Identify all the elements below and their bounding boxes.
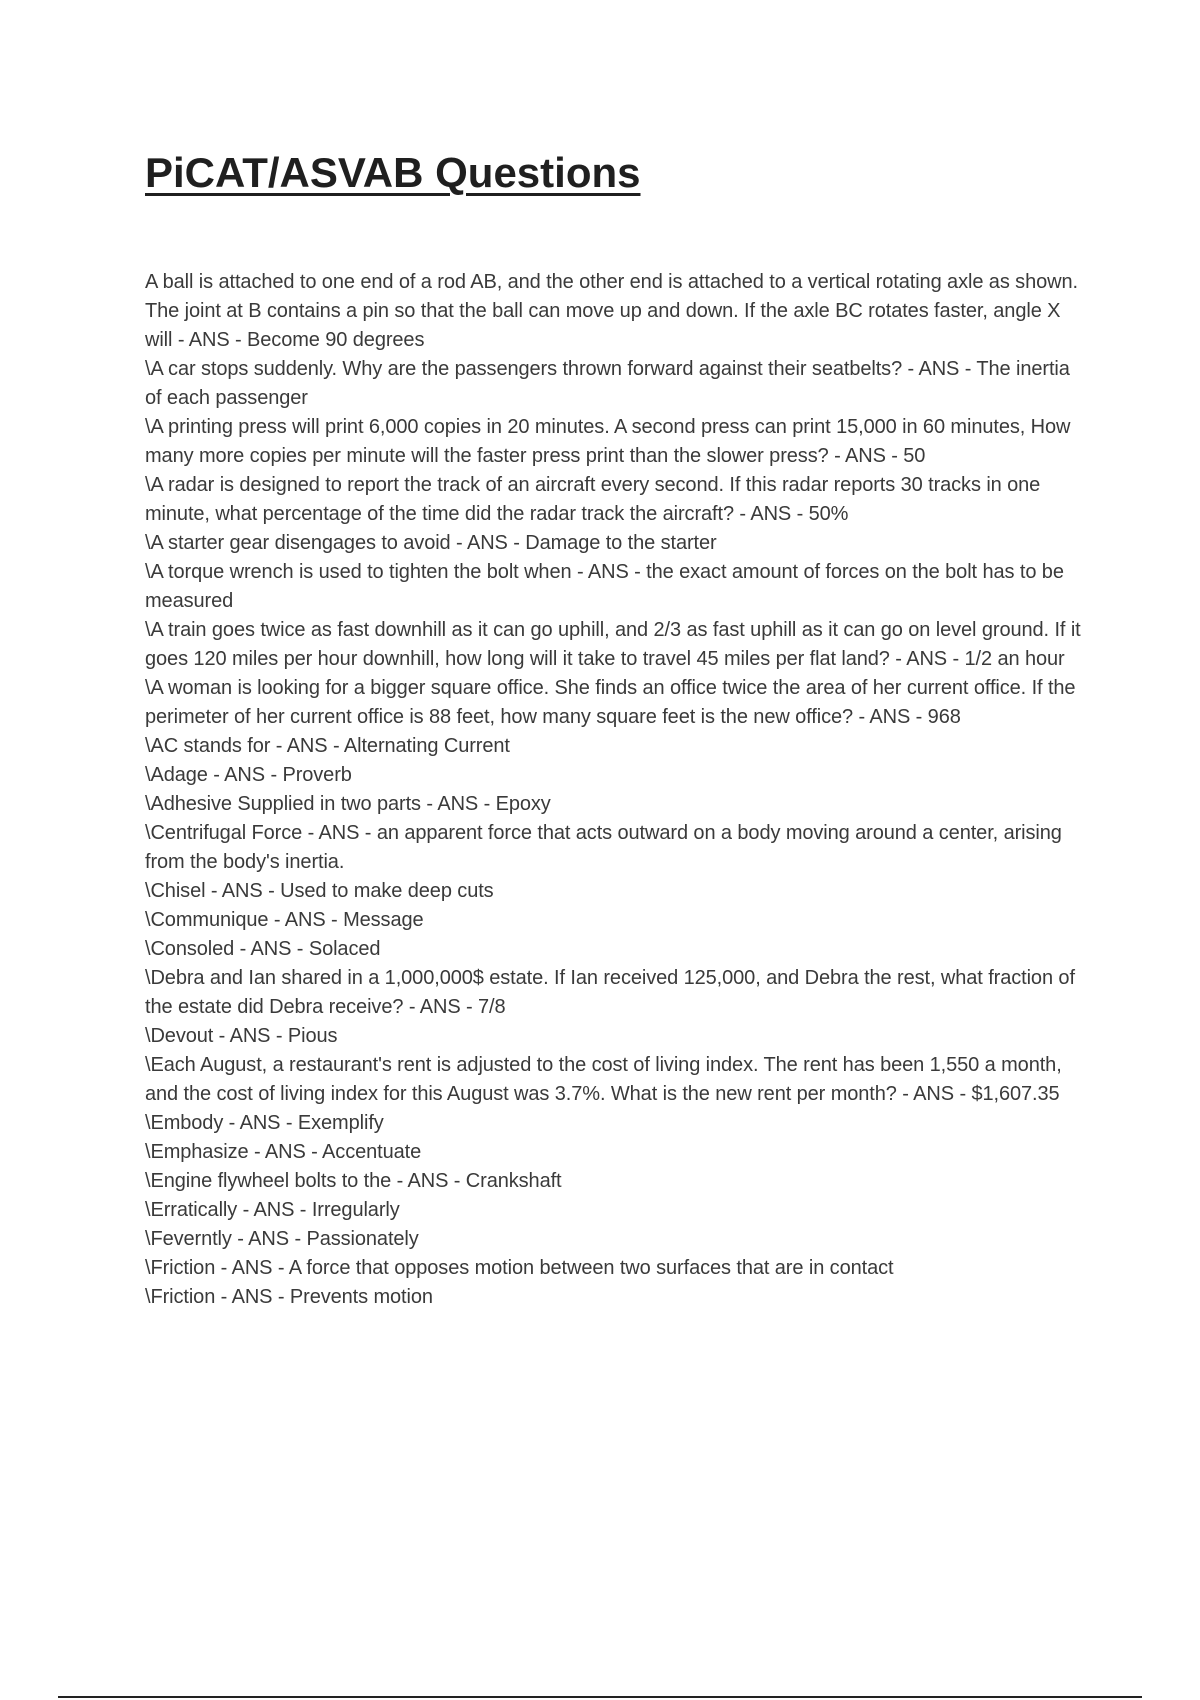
qa-item: \A torque wrench is used to tighten the bolt when - ANS - the exact amount of forces on the bolt has to be measured xyxy=(145,561,1064,612)
qa-item: \Embody - ANS - Exemplify xyxy=(145,1112,384,1134)
qa-item: \Friction - ANS - Prevents motion xyxy=(145,1286,433,1308)
qa-item: \Friction - ANS - A force that opposes motion between two surfaces that are in contact xyxy=(145,1257,894,1279)
qa-item: \Centrifugal Force - ANS - an apparent force that acts outward on a body moving around a center, arising from the body's inertia. xyxy=(145,822,1062,873)
qa-item: \Erratically - ANS - Irregularly xyxy=(145,1199,400,1221)
qa-item: \A woman is looking for a bigger square office. She finds an office twice the area of her current office. If the perimeter of her current office is 88 feet, how many square feet is the new office? - ANS - 968 xyxy=(145,677,1076,728)
qa-item: \Chisel - ANS - Used to make deep cuts xyxy=(145,880,494,902)
qa-item: \Adage - ANS - Proverb xyxy=(145,764,352,786)
qa-item: \Each August, a restaurant's rent is adjusted to the cost of living index. The rent has been 1,550 a month, and the cost of living index for this August was 3.7%. What is the new rent per month? - ANS - $1,607.35 xyxy=(145,1054,1062,1105)
qa-item: \A train goes twice as fast downhill as it can go uphill, and 2/3 as fast uphill as it can go on level ground. If it goes 120 miles per hour downhill, how long will it take to travel 45 miles per flat land? - ANS - 1/2 an hour xyxy=(145,619,1081,670)
qa-item: A ball is attached to one end of a rod AB, and the other end is attached to a vertical rotating axle as shown. The joint at B contains a pin so that the ball can move up and down. If the axle BC rotates faster, angle X will - ANS - Become 90 degrees xyxy=(145,271,1078,351)
qa-item: \Adhesive Supplied in two parts - ANS - Epoxy xyxy=(145,793,551,815)
qa-item: \A car stops suddenly. Why are the passengers thrown forward against their seatbelts? - ANS - The inertia of each passenger xyxy=(145,358,1070,409)
qa-item: \Debra and Ian shared in a 1,000,000$ estate. If Ian received 125,000, and Debra the rest, what fraction of the estate did Debra receive? - ANS - 7/8 xyxy=(145,967,1075,1018)
qa-item: \AC stands for - ANS - Alternating Current xyxy=(145,735,510,757)
qa-item: \Engine flywheel bolts to the - ANS - Crankshaft xyxy=(145,1170,562,1192)
qa-item: \Emphasize - ANS - Accentuate xyxy=(145,1141,422,1163)
page-divider xyxy=(58,1696,1142,1698)
question-answer-list xyxy=(145,268,1090,1312)
qa-item: \A radar is designed to report the track of an aircraft every second. If this radar reports 30 tracks in one minute, what percentage of the time did the radar track the aircraft? - ANS - 50% xyxy=(145,474,1041,525)
qa-item: \Communique - ANS - Message xyxy=(145,909,424,931)
qa-item: \Devout - ANS - Pious xyxy=(145,1025,338,1047)
qa-item: \A printing press will print 6,000 copies in 20 minutes. A second press can print 15,000 in 60 minutes, How many more copies per minute will the faster press print than the slower press? - ANS - 50 xyxy=(145,416,1071,467)
document-title: PiCAT/ASVAB Questions xyxy=(145,149,641,196)
qa-item: \A starter gear disengages to avoid - ANS - Damage to the starter xyxy=(145,532,717,554)
qa-item: \Feverntly - ANS - Passionately xyxy=(145,1228,419,1250)
qa-item: \Consoled - ANS - Solaced xyxy=(145,938,381,960)
